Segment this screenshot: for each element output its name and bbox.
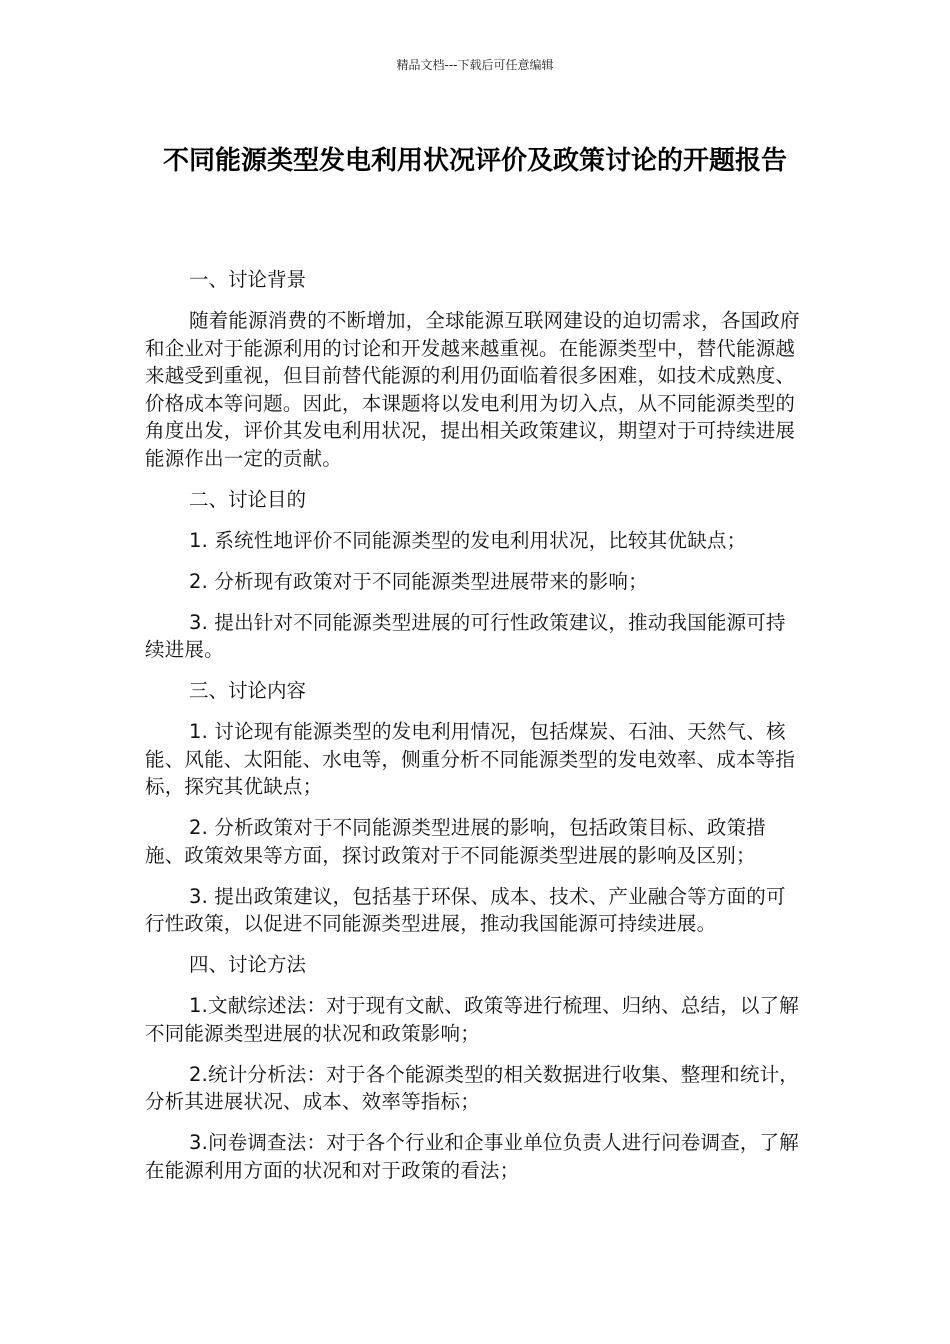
- methods-item: 2.统计分析法：对于各个能源类型的相关数据进行收集、整理和统计，分析其进展状况、成本、效率等指标；: [145, 1062, 800, 1113]
- methods-item: 3.问卷调查法：对于各个行业和企事业单位负责人进行问卷调查，了解在能源利用方面的状况和对于政策的看法；: [145, 1131, 800, 1182]
- content-item: 2. 分析政策对于不同能源类型进展的影响，包括政策目标、政策措施、政策效果等方面，探讨政策对于不同能源类型进展的影响及区别；: [145, 816, 767, 867]
- document-title: 不同能源类型发电利用状况评价及政策讨论的开题报告: [162, 146, 787, 176]
- section-heading-background: 一、讨论背景: [189, 268, 307, 291]
- purpose-item: 3. 提出针对不同能源类型进展的可行性政策建议，推动我国能源可持续进展。: [145, 610, 786, 661]
- header-note: 精品文档---下载后可任意编辑: [396, 58, 554, 72]
- purpose-item: 2. 分析现有政策对于不同能源类型进展带来的影响；: [189, 569, 648, 593]
- background-paragraph: 随着能源消费的不断增加，全球能源互联网建设的迫切需求，各国政府和企业对于能源利用的讨论和开发越来越重视。在能源类型中，替代能源越来越受到重视，但目前替代能源的利用仍面临着很多困难，如技术成熟度、价格成本等问题。因此，本课题将以发电利用为切入点，从不同能源类型的角度出发，评价其发电利用状况，提出相关政策建议，期望对于可持续进展能源作出一定的贡献。: [145, 309, 800, 470]
- content-item: 1. 讨论现有能源类型的发电利用情况，包括煤炭、石油、天然气、核能、风能、太阳能、水电等，侧重分析不同能源类型的发电效率、成本等指标，探究其优缺点；: [145, 720, 796, 798]
- content-item: 3. 提出政策建议，包括基于环保、成本、技术、产业融合等方面的可行性政策，以促进不同能源类型进展，推动我国能源可持续进展。: [145, 884, 786, 935]
- purpose-item: 1. 系统性地评价不同能源类型的发电利用状况，比较其优缺点；: [189, 528, 747, 552]
- document-body: [145, 266, 805, 1198]
- section-heading-methods: 四、讨论方法: [189, 953, 307, 976]
- methods-item: 1.文献综述法：对于现有文献、政策等进行梳理、归纳、总结，以了解不同能源类型进展的状况和政策影响；: [145, 994, 800, 1045]
- section-heading-content: 三、讨论内容: [189, 679, 307, 702]
- section-heading-purpose: 二、讨论目的: [189, 487, 307, 511]
